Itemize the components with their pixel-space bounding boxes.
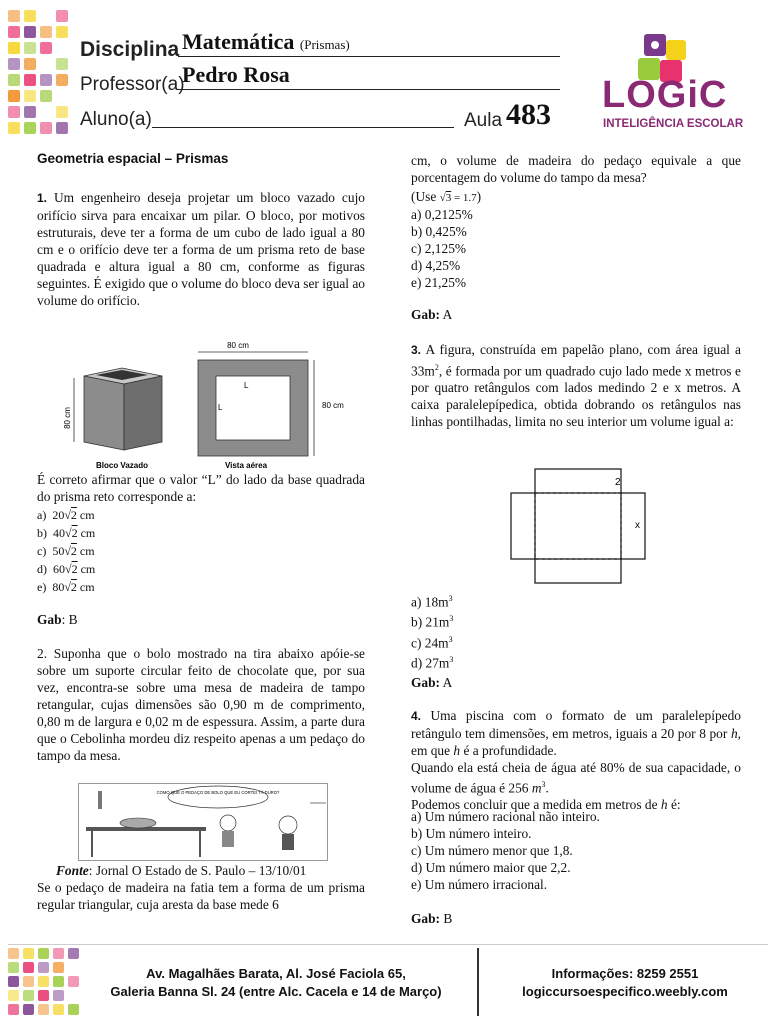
decor-square — [8, 106, 20, 118]
question-2-continuation: Se o pedaço de madeira na fatia tem a forma de um prisma regular triangular, cuja aresta da base mede 6 — [37, 880, 365, 912]
fig-L-side: L — [218, 403, 223, 412]
decor-square — [56, 10, 68, 22]
q2-source: Fonte: Jornal O Estado de S. Paulo – 13/10/01 — [56, 863, 307, 878]
decor-square — [24, 10, 36, 22]
decor-square — [38, 1004, 49, 1015]
q1-answer: Gab: B — [37, 612, 78, 627]
decor-square — [68, 1004, 79, 1015]
decor-square — [8, 122, 20, 134]
footer-address-1: Av. Magalhães Barata, Al. José Faciola 65, — [146, 966, 406, 981]
decor-square — [8, 948, 19, 959]
q2-option[interactable]: d) 4,25% — [411, 258, 461, 273]
decor-square — [38, 962, 49, 973]
disciplina-label: Disciplina — [80, 38, 180, 61]
decor-square — [24, 26, 36, 38]
q3-option[interactable]: b) $21m^3$ — [411, 614, 454, 630]
aula-label: Aula — [464, 110, 503, 131]
decor-square — [23, 962, 34, 973]
q2-option[interactable]: c) 2,125% — [411, 241, 467, 256]
q4-option[interactable]: c) Um número menor que 1,8. — [411, 843, 573, 858]
fig-top-label: 80 cm — [227, 341, 249, 350]
decor-square — [24, 122, 36, 134]
decor-square — [24, 58, 36, 70]
q1-option[interactable]: b) 40√2 cm — [37, 526, 96, 540]
decor-square — [23, 948, 34, 959]
decor-square — [8, 10, 20, 22]
decor-square — [40, 90, 52, 102]
decor-square — [38, 990, 49, 1001]
disciplina-sub: (Prismas) — [299, 37, 350, 52]
logo-text: LOGiC — [602, 74, 728, 116]
q2-option[interactable]: a) 0,2125% — [411, 207, 473, 222]
svg-text:COMO QUE O PEDAÇO DE BOLO QUE — [157, 790, 280, 795]
question-1-options — [37, 506, 237, 596]
fig-caption-right: Vista aérea — [224, 461, 268, 470]
q4-option[interactable]: a) Um número racional não inteiro. — [411, 809, 600, 824]
decor-square — [8, 74, 20, 86]
question-4-options — [411, 808, 741, 893]
q2-use-hint: (Use √3 = 1.7) — [411, 189, 482, 204]
decor-square — [53, 976, 64, 987]
fig-caption-left: Bloco Vazado — [95, 461, 149, 470]
question-3-options — [411, 590, 611, 672]
section-title: Geometria espacial – Prismas — [37, 151, 229, 166]
decor-square — [56, 106, 68, 118]
professor-value: Pedro Rosa — [182, 62, 290, 87]
decor-square — [56, 74, 68, 86]
decor-square — [8, 962, 19, 973]
decor-square — [53, 990, 64, 1001]
decor-square — [53, 948, 64, 959]
fig-left-label: 80 cm — [63, 407, 72, 429]
aluno-label: Aluno(a) — [80, 109, 152, 130]
decor-square — [24, 90, 36, 102]
decor-square — [56, 26, 68, 38]
decor-square — [38, 948, 49, 959]
decor-square — [8, 990, 19, 1001]
decor-square — [56, 58, 68, 70]
question-3-text: 3. A figura, construída em papelão plano, com área igual a $33m^2$, é formada por um quadrado cujo lado mede x metros e por quatro retângulos com lados medindo 2 e x metros. A caixa paralelepípedica, obtida dobrando os retângulos nas linhas pontilhadas, limita no seu interior um volume igual a: — [411, 342, 741, 430]
professor-line — [178, 89, 560, 90]
decor-square — [40, 122, 52, 134]
footer-divider — [477, 948, 479, 1016]
decor-square — [53, 962, 64, 973]
q1-option[interactable]: d) 60√2 cm — [37, 562, 96, 576]
decor-square — [8, 58, 20, 70]
decor-square — [23, 1004, 34, 1015]
disciplina-value: Matemática (Prismas) — [182, 29, 350, 54]
comic-strip — [78, 783, 328, 861]
q3-net-figure — [505, 466, 655, 586]
footer-address-2: Galeria Banna Sl. 24 (entre Alc. Cacela e 14 de Março) — [110, 984, 442, 999]
q3-answer: Gab: A — [411, 675, 453, 690]
q3-option[interactable]: c) $24m^3$ — [411, 634, 453, 651]
decor-square — [53, 1004, 64, 1015]
q1-option[interactable]: a) 20√2 cm — [37, 508, 95, 522]
q1-figure — [60, 338, 370, 473]
logo-tagline: INTELIGÊNCIA ESCOLAR — [603, 118, 744, 130]
decor-square — [24, 106, 36, 118]
decor-square — [40, 42, 52, 54]
decor-square — [40, 26, 52, 38]
decor-square — [23, 976, 34, 987]
question-1-prompt: É correto afirmar que o valor “L” do lado da base quadrada do prisma reto corresponde a: — [37, 472, 365, 504]
question-1-text: 1. Um engenheiro deseja projetar um bloco vazado cujo orifício sirva para encaixar um pilar. O bloco, por motivos estruturais, deve ter a forma de um cubo de lado igual a 80 cm e o orifício deve ter a forma de um prisma reto de base quadrada e altura igual a 80 cm, conforme as figuras seguintes. É exigido que o volume do bloco deva ser igual ao volume do orifício. — [37, 190, 365, 308]
decor-square — [24, 74, 36, 86]
decor-square — [24, 42, 36, 54]
question-2-options — [411, 206, 611, 291]
decor-square — [8, 976, 19, 987]
decor-square — [8, 26, 20, 38]
comic-bubble: COMO QUE O PEDAÇO DE BOLO QUE EU CORTEI TÁ DURO? — [156, 790, 280, 795]
footer-info-website[interactable]: logiccursoespecifico.weebly.com — [522, 984, 728, 999]
decor-square — [8, 1004, 19, 1015]
q4-answer: Gab: B — [411, 911, 453, 926]
decor-square — [68, 976, 79, 987]
decor-square — [56, 122, 68, 134]
q3-option[interactable]: a) $18m^3$ — [411, 594, 453, 610]
q1-option[interactable]: e) 80√2 cm — [37, 580, 95, 594]
decor-square — [8, 42, 20, 54]
decor-square — [38, 976, 49, 987]
aluno-line[interactable] — [152, 127, 454, 128]
q2-option[interactable]: e) 21,25% — [411, 275, 467, 290]
fig-label-x: x — [635, 520, 640, 531]
q4-option[interactable]: e) Um número irracional. — [411, 877, 548, 892]
q1-option[interactable]: c) 50√2 cm — [37, 544, 95, 558]
decor-square — [23, 990, 34, 1001]
q3-option[interactable]: d) $27m^3$ — [411, 655, 454, 671]
fig-label-2: 2 — [615, 477, 621, 488]
decor-square — [68, 948, 79, 959]
footer — [0, 940, 768, 1024]
decor-square — [8, 90, 20, 102]
q2-answer: Gab: A — [411, 307, 453, 322]
professor-label: Professor(a) — [80, 74, 185, 95]
footer-info-phone: Informações: 8259 2551 — [551, 966, 699, 981]
q4-option[interactable]: b) Um número inteiro. — [411, 826, 532, 841]
q4-option[interactable]: d) Um número maior que 2,2. — [411, 860, 571, 875]
question-2-continuation-col2: cm, o volume de madeira do pedaço equivale a que porcentagem do volume do tampo da mesa? — [411, 153, 741, 185]
question-2-text: 2. Suponha que o bolo mostrado na tira abaixo apóie-se sobre um suporte circular feito de chocolate que, por sua vez, encontra-se sobre uma mesa de madeira de tampo retangular, cujas dimensões são 0,90 m de comprimento, 0,80 m de largura e 0,02 m de espessura. Assim, a parte dura que o Cebolinha mordeu diz respeito apenas a um pedaço do tampo da mesa. — [37, 646, 365, 763]
q2-option[interactable]: b) 0,425% — [411, 224, 467, 239]
fig-L-top: L — [244, 381, 249, 390]
disciplina-line — [178, 56, 560, 57]
question-4-text: 4. Uma piscina com o formato de um paralelepípedo retângulo tem dimensões, em metros, iguais a 20 por 8 por h, em que h é a profundidade. Quando ela está cheia de água até 80% de sua capacidade, o volume de água é 256 $m^3$. Podemos concluir que a medida em metros de h é: — [411, 708, 741, 813]
aula-number: 483 — [506, 98, 551, 131]
decor-square — [40, 74, 52, 86]
fig-side-label: 80 cm — [322, 401, 344, 410]
